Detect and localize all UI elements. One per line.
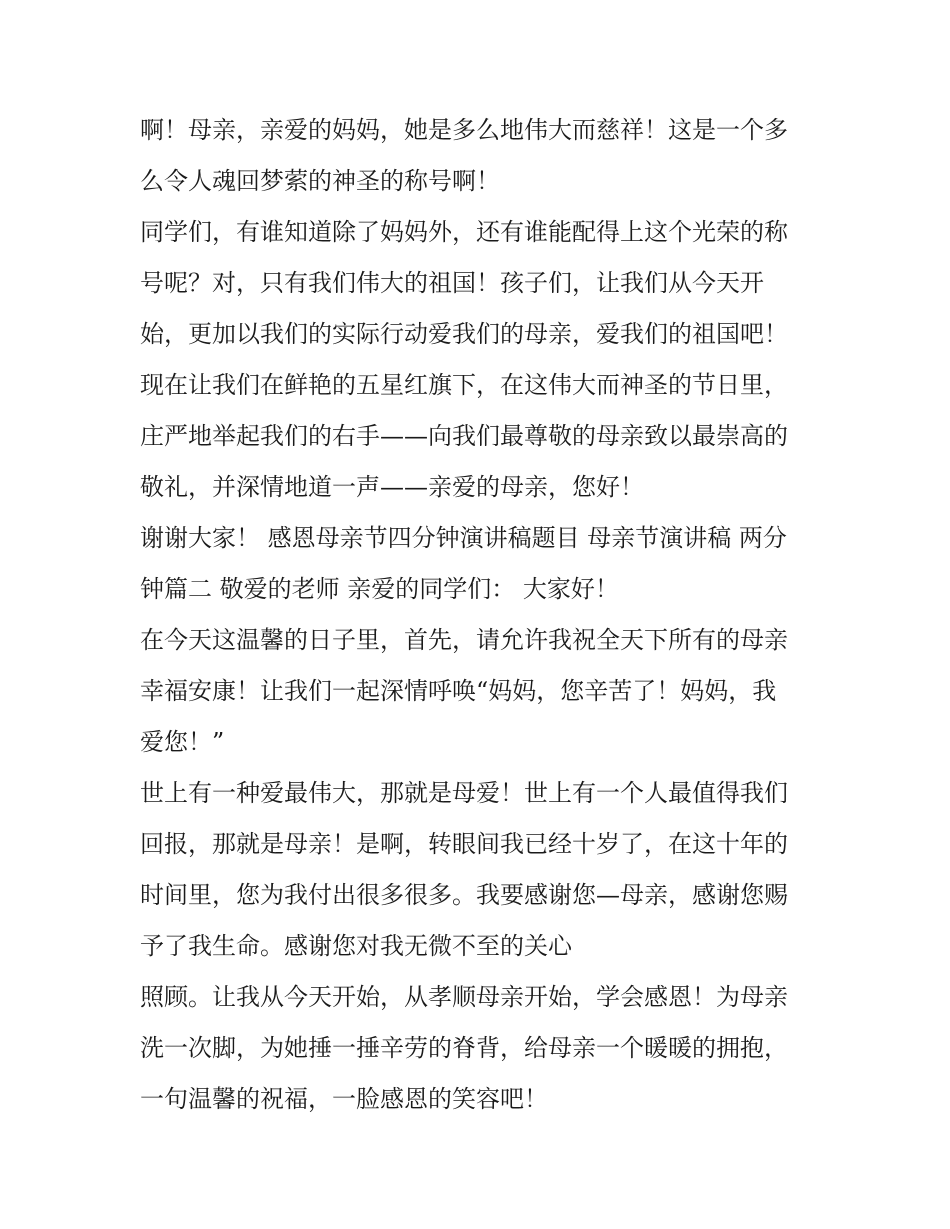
text-line: 世上有一种爱最伟大，那就是母爱！世上有一个人最值得我们 bbox=[140, 779, 788, 807]
text-line: 在今天这温馨的日子里，首先，请允许我祝全天下所有的母亲 bbox=[140, 626, 788, 654]
text-line: 现在让我们在鲜艳的五星红旗下，在这伟大而神圣的节日里， bbox=[140, 371, 788, 399]
text-line: 啊！母亲，亲爱的妈妈，她是多么地伟大而慈祥！这是一个多 bbox=[140, 116, 788, 144]
text-line: 谢谢大家！ 感恩母亲节四分钟演讲稿题目 母亲节演讲稿 两分 bbox=[140, 524, 787, 552]
text-line: 爱您！” bbox=[140, 728, 225, 756]
text-line: 同学们，有谁知道除了妈妈外，还有谁能配得上这个光荣的称 bbox=[140, 218, 788, 246]
text-line: 回报，那就是母亲！是啊，转眼间我已经十岁了，在这十年的 bbox=[140, 830, 788, 858]
document-body-text bbox=[140, 105, 820, 1125]
text-line: 钟篇二 敬爱的老师 亲爱的同学们： 大家好！ bbox=[140, 575, 619, 603]
text-line: 幸福安康！让我们一起深情呼唤“妈妈，您辛苦了！妈妈，我 bbox=[140, 677, 777, 705]
text-line: 一句温馨的祝福，一脸感恩的笑容吧！ bbox=[140, 1085, 548, 1113]
text-line: 时间里，您为我付出很多很多。我要感谢您—母亲，感谢您赐 bbox=[140, 881, 788, 909]
text-line: 始，更加以我们的实际行动爱我们的母亲，爱我们的祖国吧！ bbox=[140, 320, 788, 348]
text-line: 庄严地举起我们的右手——向我们最尊敬的母亲致以最崇高的 bbox=[140, 422, 788, 450]
text-line: 么令人魂回梦萦的神圣的称号啊！ bbox=[140, 167, 500, 195]
text-line: 予了我生命。感谢您对我无微不至的关心 bbox=[140, 932, 572, 960]
text-line: 号呢？对，只有我们伟大的祖国！孩子们，让我们从今天开 bbox=[140, 269, 764, 297]
text-line: 敬礼，并深情地道一声——亲爱的母亲，您好！ bbox=[140, 473, 644, 501]
text-line: 照顾。让我从今天开始，从孝顺母亲开始，学会感恩！为母亲 bbox=[140, 983, 788, 1011]
text-line: 洗一次脚，为她捶一捶辛劳的脊背，给母亲一个暖暖的拥抱， bbox=[140, 1034, 788, 1062]
